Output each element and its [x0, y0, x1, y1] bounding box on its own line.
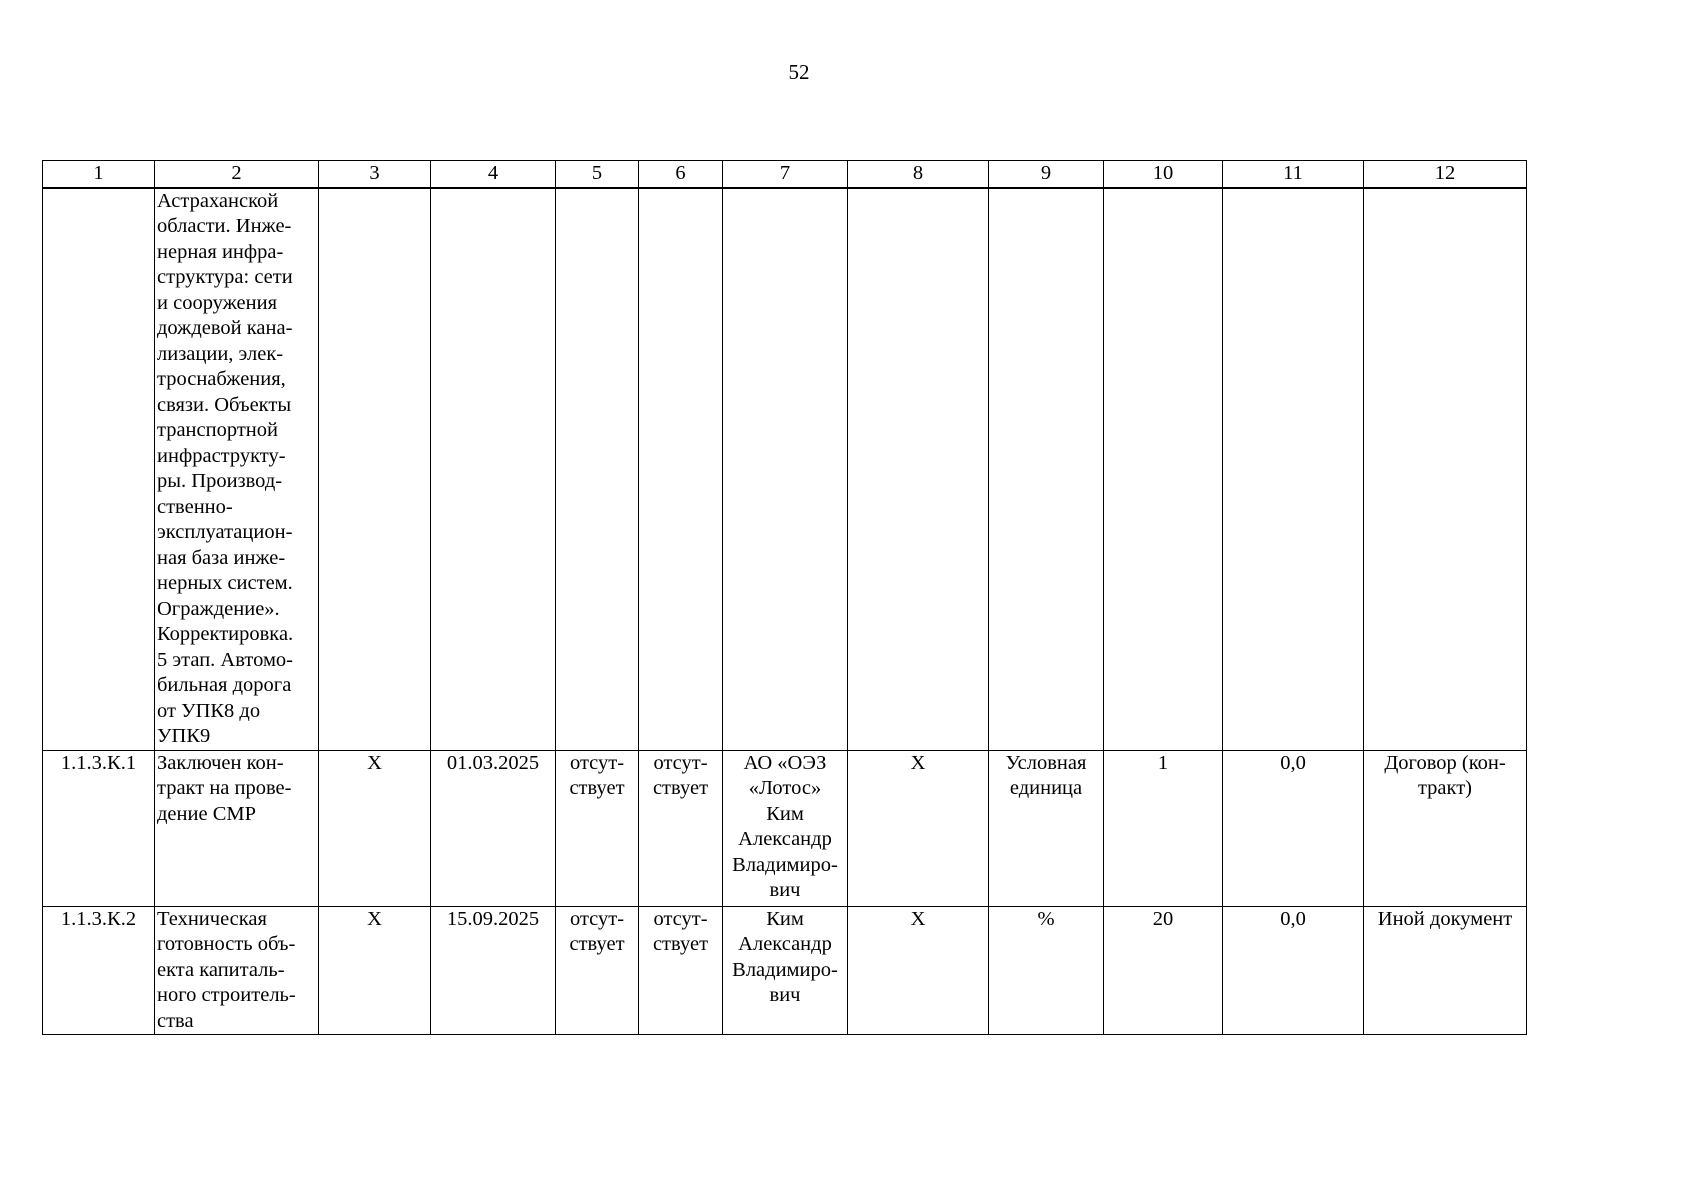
text-line: дение СМР [157, 802, 256, 825]
text-line: Условная [1005, 751, 1087, 774]
header-cell: 2 [155, 161, 319, 188]
text-line: Договор (кон- [1384, 751, 1506, 774]
text-line: Техническая [157, 907, 267, 930]
cell-description [155, 188, 319, 751]
cell-document [1364, 750, 1527, 906]
text-line: вич [769, 879, 801, 901]
text-line: Александр [738, 828, 832, 850]
text-line: отсут- [653, 907, 708, 930]
cell-description [155, 906, 319, 1035]
cell-number: 1.1.3.К.2 [43, 906, 155, 1035]
cell-empty [723, 188, 848, 751]
cell-amount: 0,0 [1223, 906, 1364, 1035]
cell-unit [989, 750, 1104, 906]
cell-responsible [723, 906, 848, 1035]
text-line: нерных систем. [157, 572, 293, 594]
header-cell: 10 [1104, 161, 1223, 188]
cell-empty [989, 188, 1104, 751]
header-cell: 5 [556, 161, 639, 188]
header-cell: 9 [989, 161, 1104, 188]
text-line: ствует [569, 933, 625, 955]
cell-empty [1364, 188, 1527, 751]
text-line: отсут- [569, 751, 625, 774]
text-line: Ким [766, 907, 804, 930]
cell-empty [848, 188, 989, 751]
cell-date: 15.09.2025 [431, 906, 556, 1035]
text-line: Александр [738, 933, 832, 955]
text-line: ства [157, 1009, 194, 1032]
text-line: бильная дорога [157, 674, 292, 696]
text-line: ры. Производ- [157, 470, 283, 492]
text-line: тракт на прове- [157, 777, 292, 799]
text-line: ная база инже- [157, 546, 286, 569]
header-cell: 11 [1223, 161, 1364, 188]
text-line: Заключен кон- [157, 751, 284, 774]
text-line: отсут- [653, 751, 708, 774]
header-cell: 3 [319, 161, 431, 188]
text-line: ствует [652, 933, 709, 955]
text-line: ственно- [157, 495, 233, 518]
cell-empty [556, 188, 639, 751]
header-cell: 12 [1364, 161, 1527, 188]
cell-empty [639, 188, 723, 751]
cell-number: 1.1.3.К.1 [43, 750, 155, 906]
text-line: ствует [569, 777, 625, 799]
cell-amount: 0,0 [1223, 750, 1364, 906]
cell-document: Иной документ [1364, 906, 1527, 1035]
header-cell: 6 [639, 161, 723, 188]
text-line: и сооружения [157, 291, 278, 314]
text-line: нерная инфра- [157, 240, 284, 263]
text-line: отсут- [569, 907, 625, 930]
cell-empty [319, 188, 431, 751]
text-line: готовность объ- [157, 933, 296, 955]
cell-value: 1 [1104, 750, 1223, 906]
text-line: области. Инже- [157, 215, 292, 237]
cell-col5 [556, 750, 639, 906]
text-line: ного строитель- [157, 984, 296, 1006]
table-header-row [43, 161, 1527, 188]
text-line: Владимиро- [732, 958, 838, 981]
text-line: от УПК8 до [157, 699, 261, 722]
cell-number [43, 188, 155, 751]
text-line: Ограждение». [157, 597, 280, 620]
text-line: ствует [652, 777, 709, 799]
text-line: единица [1009, 777, 1083, 799]
text-line: Астраханской [157, 189, 279, 212]
text-line: дождевой кана- [157, 317, 293, 339]
cell-empty [431, 188, 556, 751]
cell-empty [1223, 188, 1364, 751]
text-line: 5 этап. Автомо- [157, 648, 294, 671]
text-line: инфраструкту- [157, 444, 286, 467]
text-line: УПК9 [157, 725, 211, 747]
cell-responsible [723, 750, 848, 906]
data-table [42, 160, 1527, 1035]
table-row [43, 906, 1527, 1035]
text-line: вич [769, 984, 801, 1006]
text-line: лизации, элек- [157, 342, 284, 365]
header-cell: 7 [723, 161, 848, 188]
text-line: транспортной [157, 419, 278, 441]
text-line: эксплуатацион- [157, 521, 293, 543]
cell-col6 [639, 906, 723, 1035]
text-line: связи. Объекты [157, 393, 292, 416]
cell-date: 01.03.2025 [431, 750, 556, 906]
header-cell: 1 [43, 161, 155, 188]
text-line: троснабжения, [157, 368, 286, 390]
cell-col8: X [848, 750, 989, 906]
cell-col3: X [319, 906, 431, 1035]
cell-col5 [556, 906, 639, 1035]
text-line: АО «ОЭЗ [743, 751, 827, 774]
text-line: структура: сети [157, 266, 293, 288]
cell-unit: % [989, 906, 1104, 1035]
text-line: «Лотос» [748, 777, 822, 799]
cell-col6 [639, 750, 723, 906]
text-line: Корректировка. [157, 623, 294, 645]
text-line: Владимиро- [732, 853, 838, 876]
header-cell: 8 [848, 161, 989, 188]
text-line: Ким [766, 802, 804, 825]
cell-col8: X [848, 906, 989, 1035]
cell-value: 20 [1104, 906, 1223, 1035]
cell-col3: X [319, 750, 431, 906]
cell-empty [1104, 188, 1223, 751]
text-line: екта капиталь- [157, 958, 285, 981]
text-line: тракт) [1417, 777, 1473, 799]
cell-description [155, 750, 319, 906]
table-row [43, 188, 1527, 751]
table-row [43, 750, 1527, 906]
header-cell: 4 [431, 161, 556, 188]
page-number: 52 [788, 60, 810, 84]
